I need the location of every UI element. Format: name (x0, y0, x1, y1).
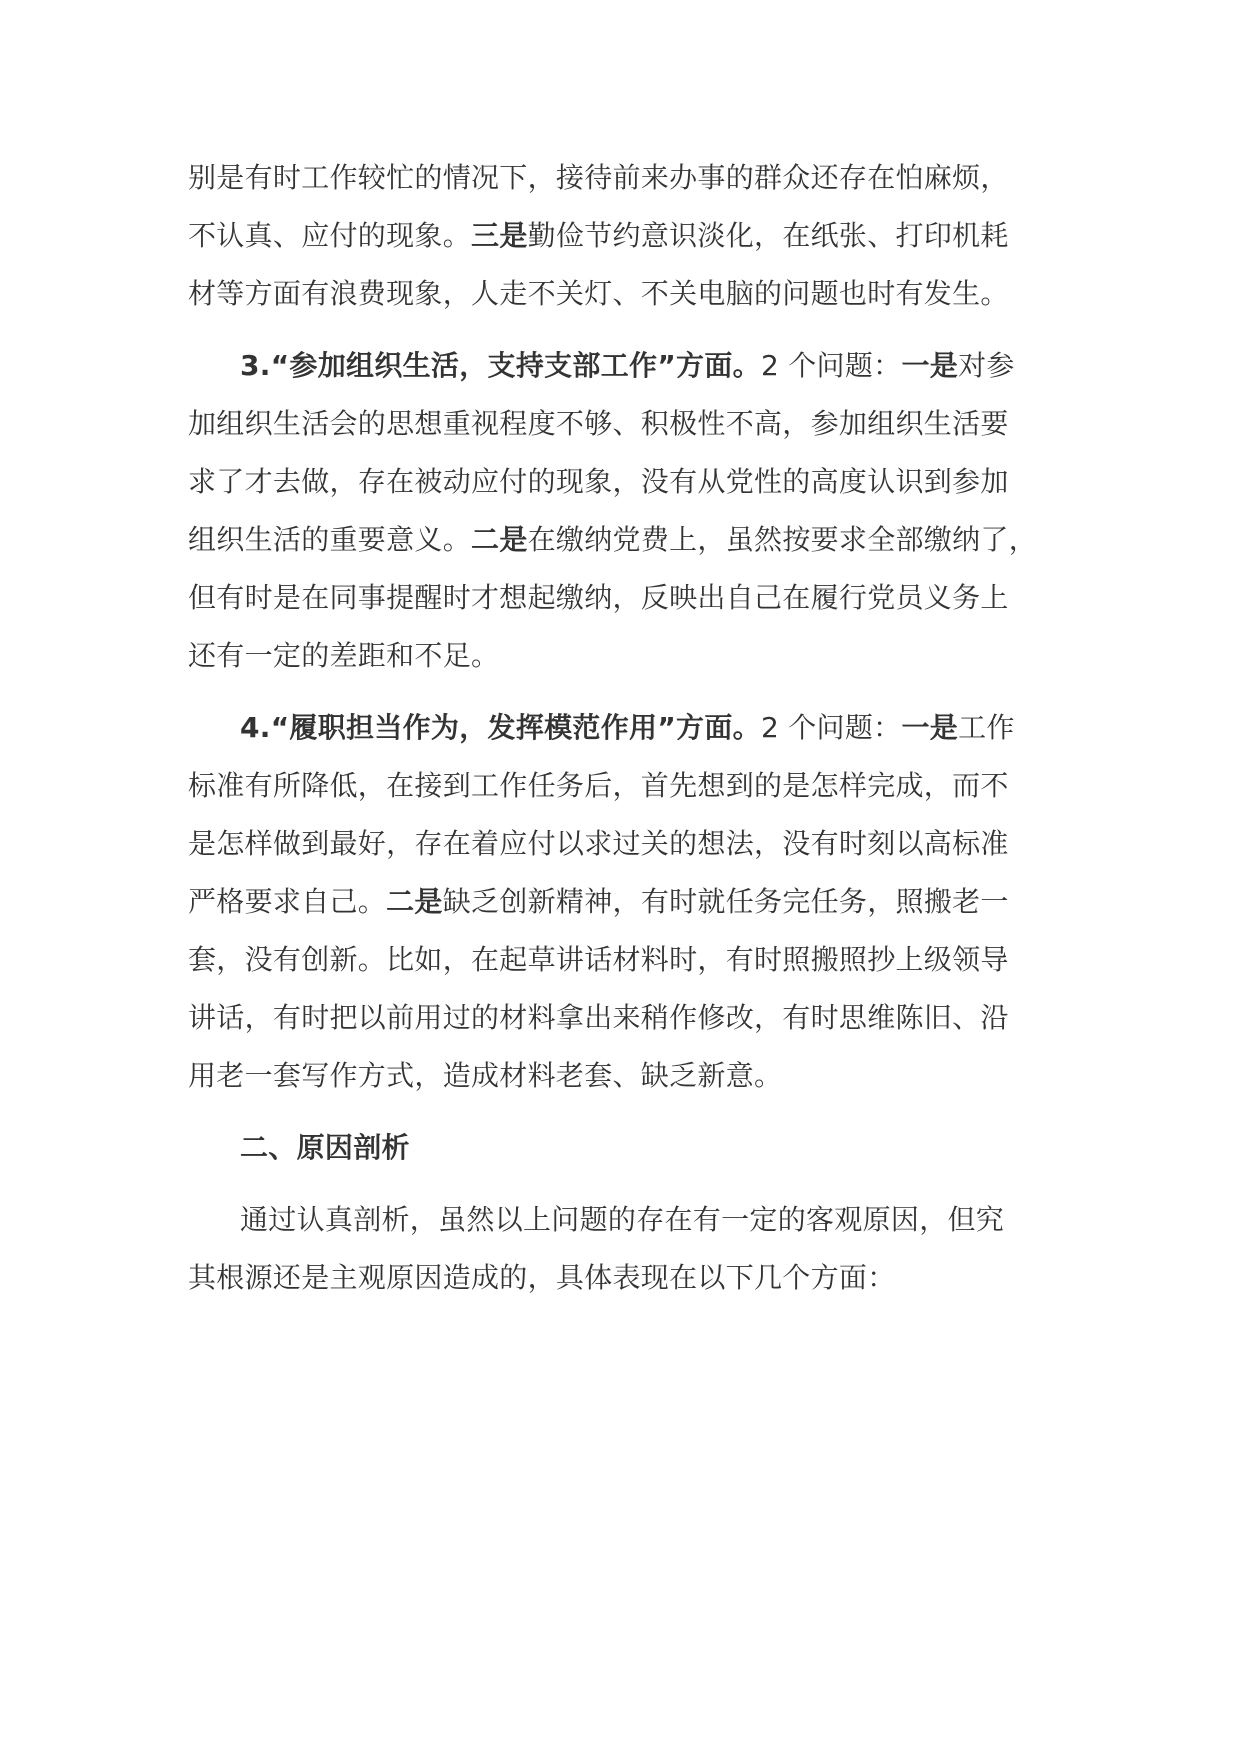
text-line (188, 636, 499, 676)
text-line (188, 882, 1009, 922)
text-segment: 对参 (958, 349, 1015, 382)
text-segment: 2 个问题： (760, 349, 902, 382)
section-heading (240, 1128, 410, 1168)
section-title: 二、原因剖析 (240, 1131, 410, 1164)
text-line (188, 998, 1009, 1038)
text-segment: 但有时是在同事提醒时才想起缴纳，反映出自己在履行党员义务上 (188, 581, 1009, 614)
text-line (188, 158, 1009, 198)
text-segment: 在缴纳党费上，虽然按要求全部缴纳了， (527, 523, 1038, 556)
text-segment: 求了才去做，存在被动应付的现象，没有从党性的高度认识到参加 (188, 465, 1009, 498)
text-segment: 2 个问题： (760, 711, 902, 744)
text-segment: 严格要求自己。 (188, 885, 387, 918)
text-segment: 讲话，有时把以前用过的材料拿出来稍作修改，有时思维陈旧、沿 (188, 1001, 1009, 1034)
text-line (188, 578, 1009, 618)
text-line (240, 708, 1015, 748)
text-segment: 缺乏创新精神，有时就任务完任务，照搬老一 (442, 885, 1009, 918)
text-line (188, 462, 1009, 502)
text-line (188, 824, 1009, 864)
item-heading: 4.“履职担当作为，发挥模范作用”方面。 (240, 711, 761, 744)
text-line (188, 274, 1009, 314)
item-heading: 3.“参加组织生活，支持支部工作”方面。 (240, 349, 761, 382)
text-segment: 工作 (958, 711, 1015, 744)
text-segment: 标准有所降低，在接到工作任务后，首先想到的是怎样完成，而不 (188, 769, 1009, 802)
text-line (188, 1056, 782, 1096)
text-line (188, 520, 1037, 560)
emphasis-label: 一是 (901, 349, 959, 382)
text-segment: 组织生活的重要意义。 (188, 523, 472, 556)
text-segment: 材等方面有浪费现象，人走不关灯、不关电脑的问题也时有发生。 (188, 277, 1009, 310)
text-segment: 是怎样做到最好，存在着应付以求过关的想法，没有时刻以高标准 (188, 827, 1009, 860)
text-line (240, 346, 1015, 386)
text-segment: 加组织生活会的思想重视程度不够、积极性不高，参加组织生活要 (188, 407, 1009, 440)
text-segment: 其根源还是主观原因造成的，具体表现在以下几个方面： (188, 1261, 896, 1294)
text-segment: 用老一套写作方式，造成材料老套、缺乏新意。 (188, 1059, 783, 1092)
text-line (240, 1200, 1004, 1240)
text-line (188, 216, 1009, 256)
text-line (188, 404, 1009, 444)
text-segment: 勤俭节约意识淡化，在纸张、打印机耗 (527, 219, 1009, 252)
text-segment: 还有一定的差距和不足。 (188, 639, 500, 672)
emphasis-label: 二是 (386, 885, 443, 918)
emphasis-label: 二是 (471, 523, 528, 556)
text-line (188, 766, 1009, 806)
text-line (188, 940, 1009, 980)
text-segment: 通过认真剖析，虽然以上问题的存在有一定的客观原因，但究 (240, 1203, 1005, 1236)
text-segment: 套，没有创新。比如，在起草讲话材料时，有时照搬照抄上级领导 (188, 943, 1009, 976)
text-segment: 别是有时工作较忙的情况下，接待前来办事的群众还存在怕麻烦， (188, 161, 1009, 194)
emphasis-label: 三是 (471, 219, 528, 252)
emphasis-label: 一是 (901, 711, 959, 744)
text-line (188, 1258, 896, 1298)
text-segment: 不认真、应付的现象。 (188, 219, 472, 252)
